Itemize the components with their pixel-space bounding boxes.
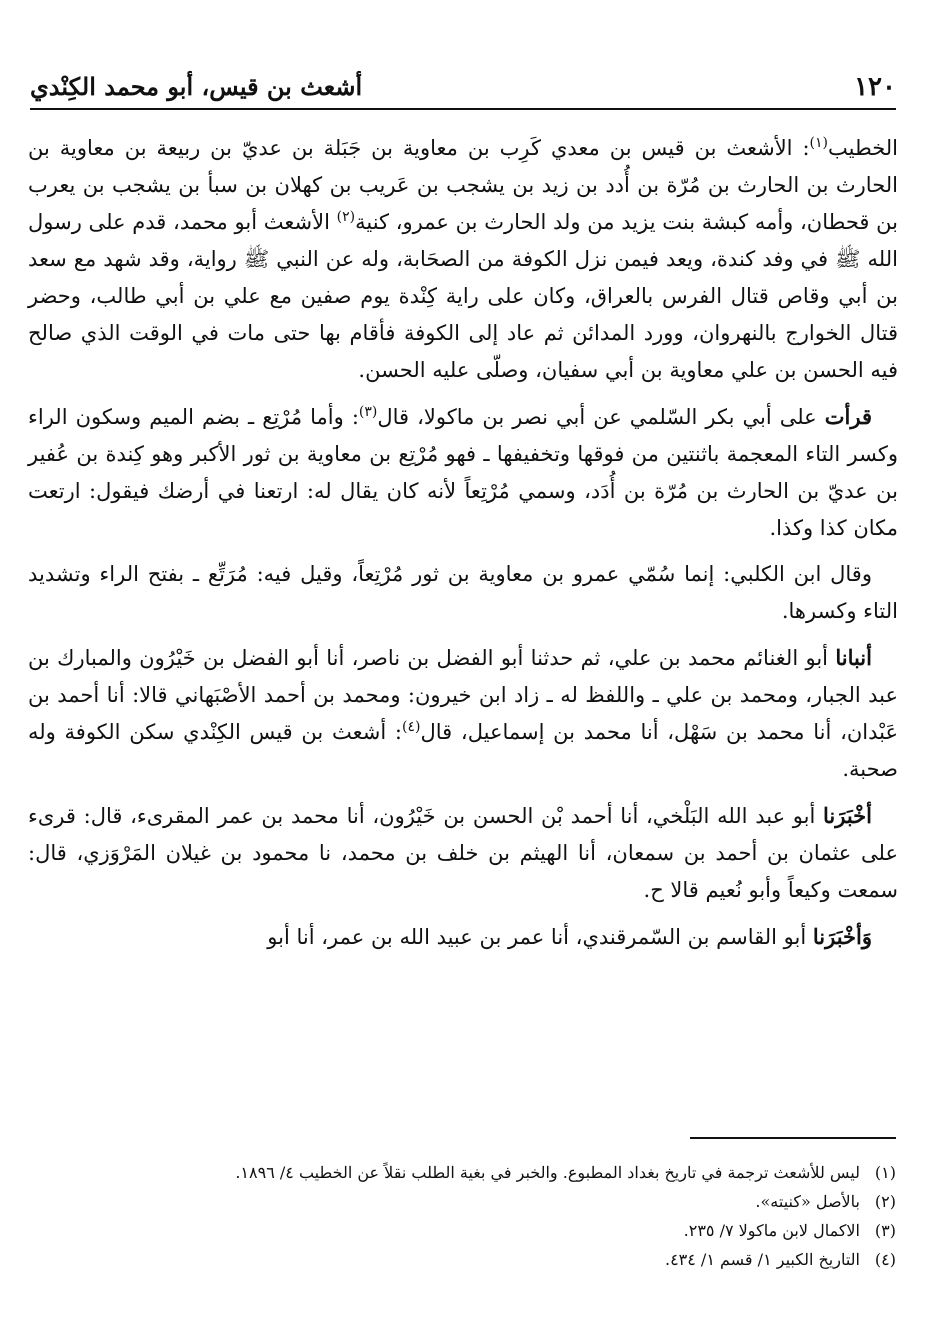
- paragraph-text: الخطيب: [828, 136, 898, 160]
- paragraph-text: الأشعث أبو محمد، قدم على رسول الله ﷺ في وفد كندة، ويعد فيمن نزل الكوفة من الصحَابة، وله عن النبي ﷺ رواية، وقد شهد مع سعد بن أبي وقاص قتال الفرس بالعراق، وكان على راية كِنْدة يوم صفين مع علي بن أبي طالب، وحضر قتال الخوارج بالنهروان، وورد المدائن ثم عاد إلى الكوفة فأقام بها حتى مات في الوقت الذي صالح فيه الحسن بن علي معاوية بن أبي سفيان، وصلّى عليه الحسن.: [28, 210, 898, 382]
- footnote-text: ليس للأشعث ترجمة في تاريخ بغداد المطبوع. والخبر في بغية الطلب نقلاً عن الخطيب ٤/ ١٨٩٦.: [235, 1163, 860, 1182]
- footnote-number: (٣): [874, 1221, 896, 1240]
- paragraph-lead: أنبانا: [835, 645, 872, 670]
- footnote-text: التاريخ الكبير ١/ قسم ١/ ٤٣٤.: [664, 1250, 860, 1269]
- page-header: [30, 70, 896, 110]
- footnote-3: [60, 1216, 896, 1245]
- paragraph-text: : وأما مُرْتِع ـ بضم الميم وسكون الراء وكسر التاء المعجمة باثنتين من فوقها وتخفيفها ـ فهو مُرْتِع بن معاوية بن ثور الأكبر وهو كِندة بن عُفير بن عديّ بن الحارث بن مُرّة بن أُدَد، وسمي مُرْتِعاً لأنه كان يقال له: ارتعنا في أرضك فيقول: ارتعت مكان كذا وكذا.: [28, 405, 898, 540]
- running-title: أشعث بن قيس، أبو محمد الكِنْدي: [30, 72, 363, 101]
- paragraph-1: [28, 130, 898, 389]
- footnote-ref-2: (٢): [336, 209, 356, 225]
- footnote-number: (١): [874, 1163, 896, 1182]
- paragraph-lead: قرأت: [824, 404, 872, 429]
- paragraph-3: [28, 556, 898, 630]
- footnote-text: بالأصل «كنيته».: [755, 1192, 860, 1211]
- paragraph-6: [28, 918, 898, 956]
- body-text: [28, 130, 898, 965]
- paragraph-2: [28, 398, 898, 547]
- page-number: ١٢٠: [854, 72, 896, 102]
- footnote-number: (٢): [874, 1192, 896, 1211]
- paragraph-lead: وَأخْبَرَنا: [812, 924, 872, 949]
- paragraph-text: : أشعث بن قيس الكِنْدي سكن الكوفة وله صحبة.: [28, 720, 898, 781]
- footnote-ref-1: (١): [809, 135, 829, 151]
- paragraph-5: [28, 797, 898, 909]
- footnote-text: الاكمال لابن ماكولا ٧/ ٢٣٥.: [683, 1221, 860, 1240]
- paragraph-text: : الأشعث بن قيس بن معدي كَرِب بن معاوية بن جَبَلة بن عديّ بن ربيعة بن معاوية بن الحارث بن الحارث بن مُرّة بن أُدد بن زيد بن يشجب بن عَريب بن كهلان بن سبأ بن يشجب بن يعرب بن قحطان، وأمه كبشة بنت يزيد من ولد الحارث بن عمرو، كنية: [28, 136, 898, 234]
- footnote-number: (٤): [874, 1250, 896, 1269]
- paragraph-text: وقال ابن الكلبي: إنما سُمّي عمرو بن معاوية بن ثور مُرْتِعاً، وقيل فيه: مُرَتِّع ـ بفتح الراء وتشديد التاء وكسرها.: [28, 562, 898, 623]
- footnotes: [60, 1158, 896, 1274]
- footnote-ref-4: (٤): [402, 719, 421, 735]
- footnote-divider: [690, 1137, 896, 1139]
- footnote-1: [60, 1158, 896, 1187]
- paragraph-text: أبو الغنائم محمد بن علي، ثم حدثنا أبو الفضل بن ناصر، أنا أبو الفضل بن خَيْرُون والمبارك بن عبد الجبار، ومحمد بن علي ـ واللفظ له ـ زاد ابن خيرون: ومحمد بن أحمد الأصْبَهاني قالا: أنا أحمد بن عَبْدان، أنا محمد بن سَهْل، أنا محمد بن إسماعيل، قال: [28, 646, 898, 744]
- paragraph-text: أبو عبد الله البَلْخي، أنا أحمد بْن الحسن بن خَيْرُون، أنا محمد بن عمر المقرىء، قال: قرىء على عثمان بن أحمد بن سمعان، أنا الهيثم بن خلف بن محمد، نا محمود بن غيلان المَرْوَزي، قال: سمعت وكيعاً وأبو نُعيم قالا ح.: [28, 804, 898, 902]
- paragraph-4: [28, 639, 898, 788]
- paragraph-text: أبو القاسم بن السّمرقندي، أنا عمر بن عبيد الله بن عمر، أنا أبو: [267, 925, 813, 949]
- footnote-2: [60, 1187, 896, 1216]
- paragraph-text: على أبي بكر السّلمي عن أبي نصر بن ماكولا، قال: [377, 405, 825, 429]
- footnote-ref-3: (٣): [358, 404, 378, 420]
- footnote-4: [60, 1245, 896, 1274]
- paragraph-lead: أخْبَرَنا: [823, 803, 872, 828]
